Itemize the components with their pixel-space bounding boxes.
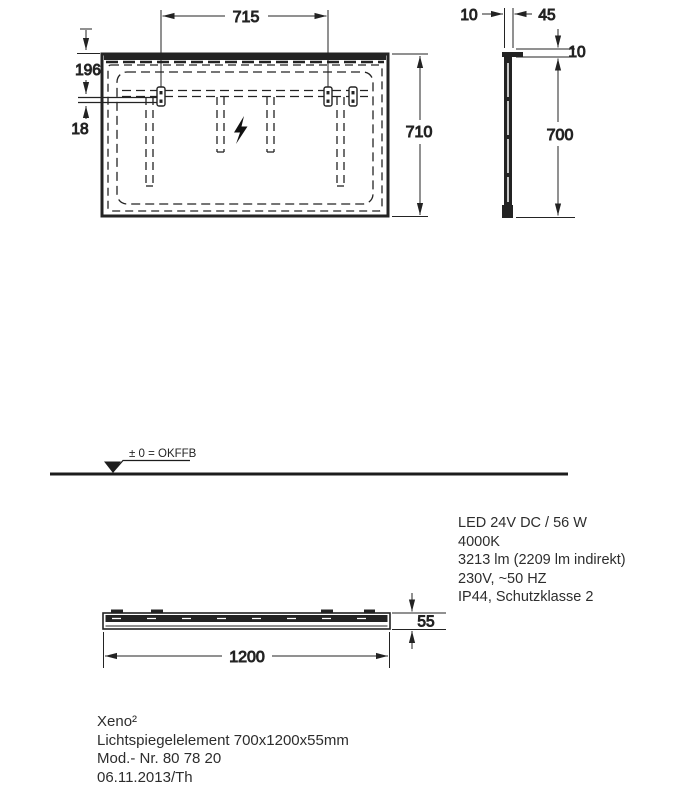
side-top-cap: [502, 52, 523, 57]
bracket-right-2: [349, 87, 357, 106]
product-series: Xeno²: [97, 713, 138, 730]
dim-10-top: [516, 29, 575, 57]
product-text-block: [97, 713, 349, 787]
dim-18-label: 18: [71, 121, 89, 138]
spec-line-lumen: 3213 lm (2209 lm indirekt): [458, 552, 626, 568]
spec-line-power: LED 24V DC / 56 W: [458, 515, 587, 531]
spec-line-voltage: 230V, ~50 HZ: [458, 570, 547, 587]
mirror-outline: [102, 54, 388, 216]
bottom-view: [103, 593, 446, 668]
spec-line-color-temp: 4000K: [458, 533, 500, 550]
side-bottom-foot: [502, 205, 513, 218]
side-view: [460, 7, 586, 218]
spec-line-protection: IP44, Schutzklasse 2: [458, 589, 594, 605]
dim-10-glass-label: 10: [460, 7, 478, 24]
dim-1200-label: 1200: [229, 649, 265, 666]
dim-710-label: 710: [405, 124, 433, 141]
ground-line: [50, 461, 568, 475]
mirror-top-profile: [104, 56, 386, 61]
product-model-number: Mod.- Nr. 80 78 20: [97, 750, 222, 767]
level-marker-icon: [104, 462, 121, 474]
bracket-right-1: [324, 87, 332, 106]
dim-55-label: 55: [417, 613, 435, 631]
spec-text-block: [458, 514, 626, 607]
dim-10-glass: [482, 8, 513, 48]
product-description: Lichtspiegelelement 700x1200x55mm: [97, 731, 349, 749]
dim-715-label: 715: [232, 9, 260, 26]
dim-700-label: 700: [546, 127, 574, 144]
level-leader: [113, 461, 190, 473]
product-date: 06.11.2013/Th: [97, 768, 193, 786]
front-view: [71, 9, 432, 217]
dim-10-top-label: 10: [568, 44, 586, 61]
dim-45-label: 45: [538, 7, 556, 24]
bracket-left: [157, 87, 165, 106]
ground-label: ± 0 = OKFFB: [129, 448, 197, 460]
dim-196-label: 196: [75, 62, 101, 79]
